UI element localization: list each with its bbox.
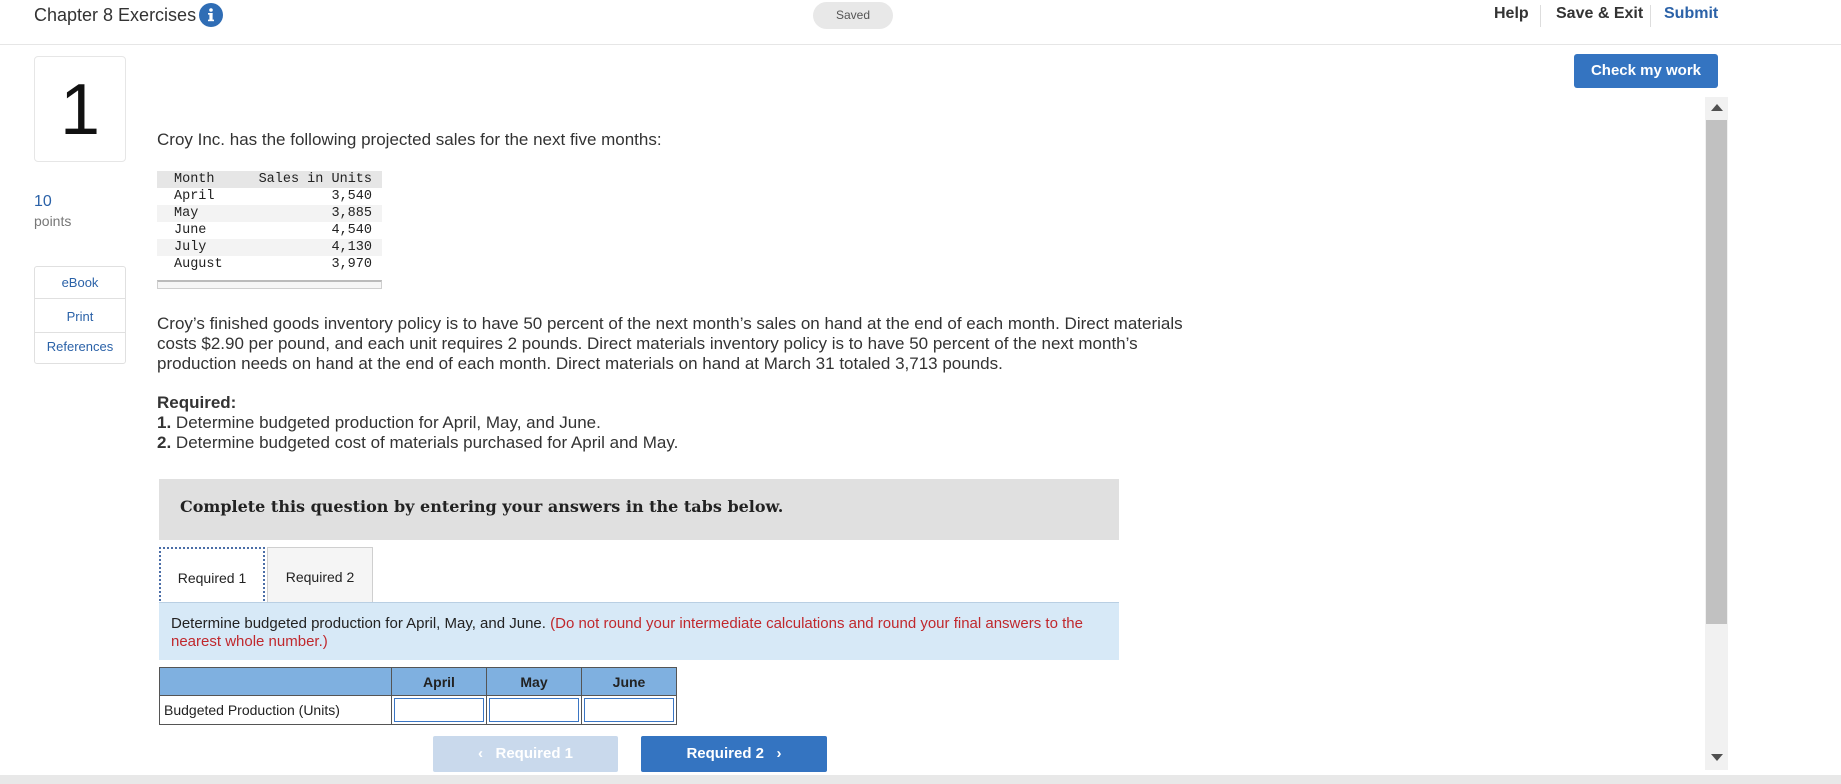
- sales-cell: 3,885: [236, 205, 382, 222]
- assignment-title: Chapter 8 Exercises: [34, 5, 197, 25]
- header-divider: [1650, 5, 1651, 27]
- june-cell: [582, 696, 677, 725]
- scrollbar-thumb[interactable]: [1706, 120, 1727, 624]
- may-cell: [487, 696, 582, 725]
- required-item-text: Determine budgeted cost of materials purchased for April and May.: [175, 433, 679, 452]
- sales-cell: 4,540: [331, 223, 372, 238]
- required-item: [157, 413, 678, 433]
- footer-bar: [0, 775, 1841, 784]
- resource-links: [34, 266, 126, 364]
- required-section: [157, 393, 678, 453]
- policy-text: Croy’s finished goods inventory policy is to have 50 percent of the next month’s sales on hand at the end of each month. Direct materials costs $2.90 per pound, and each unit requires 2 pounds. Direct materials inventory policy is to have 50 percent of the next month’s production needs on hand at the end of each month. Direct materials on hand at March 31 totaled 3,713 pounds.: [157, 314, 1183, 373]
- answer-row: [160, 696, 677, 725]
- table-footer-bar: [157, 280, 382, 289]
- required-title: Required:: [157, 393, 237, 412]
- month-cell: August: [174, 257, 223, 272]
- april-cell: [392, 696, 487, 725]
- previous-tab-button[interactable]: [433, 736, 618, 772]
- info-icon[interactable]: [199, 3, 223, 27]
- answer-table: [159, 667, 677, 725]
- check-my-work-button[interactable]: Check my work: [1574, 54, 1718, 88]
- sales-cell: 4,130: [236, 239, 382, 256]
- column-header-april: April: [392, 668, 487, 696]
- scroll-down-arrow-icon[interactable]: [1711, 754, 1723, 761]
- april-production-input[interactable]: [394, 698, 484, 722]
- help-link[interactable]: Help: [1494, 5, 1529, 22]
- divider: [35, 332, 125, 333]
- table-row: [157, 222, 382, 239]
- answer-header-row: [160, 668, 677, 696]
- row-label-budgeted-production: Budgeted Production (Units): [160, 696, 392, 725]
- chevron-left-icon: ‹: [477, 745, 483, 762]
- question-number: 1: [34, 56, 126, 162]
- column-header-month: Month: [157, 171, 236, 188]
- instruction-text: Determine budgeted production for April, May, and June.: [171, 615, 546, 632]
- table-row: [157, 256, 382, 273]
- save-exit-link[interactable]: Save & Exit: [1556, 5, 1644, 22]
- tab-required-1[interactable]: Required 1: [159, 547, 265, 605]
- top-header: [0, 0, 1841, 45]
- banner-text: Complete this question by entering your answers in the tabs below.: [180, 497, 784, 516]
- required-item-text: Determine budgeted production for April, May, and June.: [175, 413, 601, 432]
- ebook-link[interactable]: eBook: [61, 275, 99, 290]
- sales-table: [157, 171, 382, 273]
- previous-tab-label: Required 1: [495, 745, 574, 762]
- month-cell: July: [157, 239, 236, 256]
- sales-cell: 3,540: [331, 189, 372, 204]
- table-header-row: [157, 171, 382, 188]
- saved-status-badge: Saved: [813, 2, 893, 29]
- column-header-sales: Sales in Units: [236, 171, 382, 188]
- points-label: points: [34, 213, 72, 229]
- required-item: [157, 433, 678, 453]
- month-cell: April: [174, 189, 215, 204]
- references-link[interactable]: References: [46, 339, 114, 354]
- sales-cell: 3,970: [331, 257, 372, 272]
- chevron-right-icon: ›: [776, 745, 782, 762]
- month-cell: May: [157, 205, 236, 222]
- blank-header-cell: [160, 668, 392, 696]
- submit-link[interactable]: Submit: [1664, 5, 1719, 22]
- question-intro: Croy Inc. has the following projected sales for the next five months:: [157, 130, 662, 149]
- column-header-may: May: [487, 668, 582, 696]
- points-value: 10: [34, 193, 52, 210]
- tab-instruction: [159, 602, 1119, 660]
- print-link[interactable]: Print: [66, 309, 94, 324]
- may-production-input[interactable]: [489, 698, 579, 722]
- header-divider: [1540, 5, 1541, 27]
- tab-required-2[interactable]: Required 2: [267, 547, 373, 605]
- month-cell: June: [174, 223, 207, 238]
- column-header-june: June: [582, 668, 677, 696]
- table-row: [157, 205, 382, 222]
- required-item-number: 1.: [157, 413, 172, 432]
- instructions-banner: [159, 479, 1119, 540]
- next-tab-label: Required 2: [686, 745, 764, 762]
- divider: [35, 298, 125, 299]
- required-item-number: 2.: [157, 433, 172, 452]
- next-tab-button[interactable]: [641, 736, 827, 772]
- table-row: [157, 188, 382, 205]
- scroll-up-arrow-icon[interactable]: [1711, 104, 1723, 111]
- instruction-note: (Do not round your intermediate calculations and round your final answers to the nearest whole number.): [171, 615, 1083, 650]
- june-production-input[interactable]: [584, 698, 674, 722]
- table-row: [157, 239, 382, 256]
